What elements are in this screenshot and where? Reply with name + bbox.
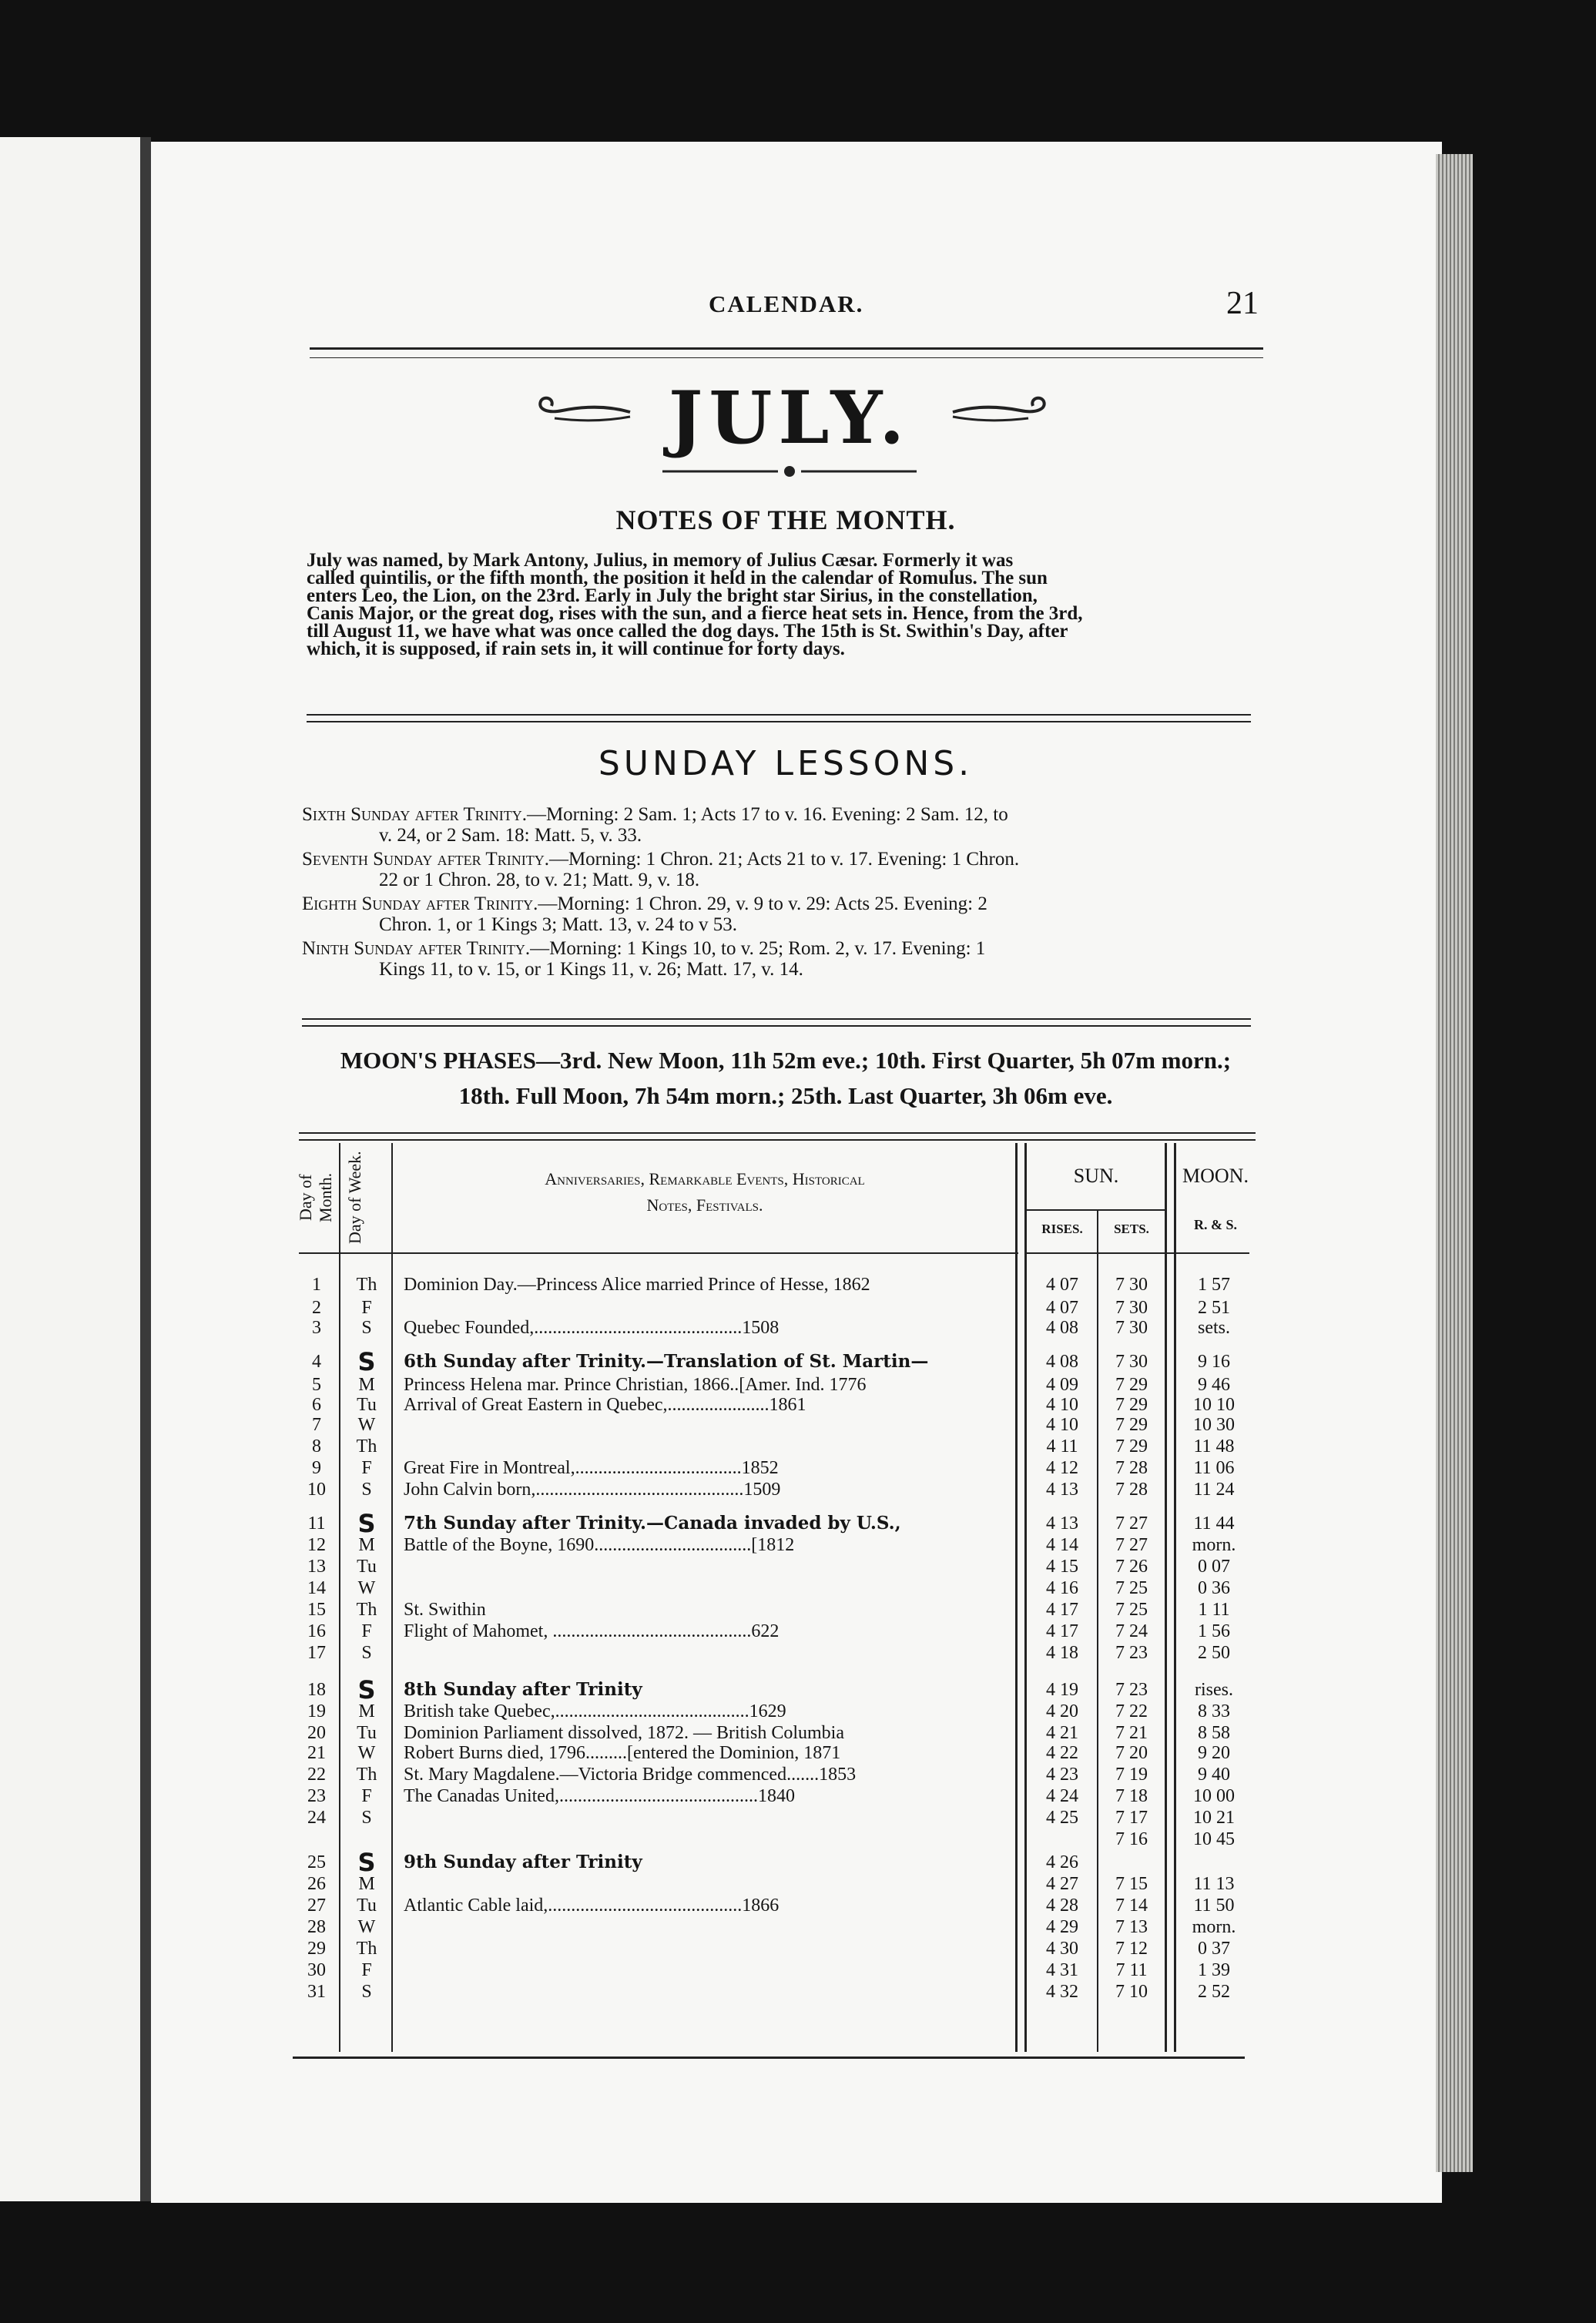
- lesson-entry: [302, 804, 1262, 846]
- day-of-week: Tu: [357, 1557, 377, 1577]
- event-text: 9th Sunday after Trinity: [404, 1852, 642, 1872]
- table-bottom-rule: [293, 2057, 1245, 2059]
- day-number: 17: [307, 1643, 326, 1663]
- sun-rises: 4 09: [1046, 1375, 1078, 1395]
- column-rule: [1015, 1143, 1018, 2052]
- lesson-entry: [302, 938, 1262, 980]
- moon-rise-set: 10 30: [1193, 1415, 1235, 1435]
- day-of-week: Th: [356, 1939, 377, 1959]
- day-of-week: S: [357, 1848, 376, 1877]
- sun-rises: 4 25: [1046, 1808, 1078, 1828]
- day-number: 13: [307, 1557, 326, 1577]
- sun-rises: 4 19: [1046, 1680, 1078, 1700]
- day-of-week: F: [361, 1786, 372, 1806]
- lesson-lead: Seventh Sunday after Trinity.: [302, 849, 549, 870]
- sun-rises: 4 15: [1046, 1557, 1078, 1577]
- lesson-lead: Eighth Sunday after Trinity.: [302, 893, 538, 914]
- lesson-text: —Morning: 1 Chron. 29, v. 9 to v. 29: Acts 25. Evening: 2: [538, 893, 987, 914]
- day-number: 2: [312, 1298, 321, 1318]
- sun-sets: 7 23: [1115, 1680, 1148, 1700]
- day-number: 29: [307, 1939, 326, 1959]
- section-rule: [307, 714, 1251, 716]
- sun-sets: 7 30: [1115, 1298, 1148, 1318]
- day-number: 20: [307, 1723, 326, 1743]
- moon-rise-set: 9 40: [1198, 1765, 1230, 1785]
- moon-rise-set: 11 06: [1193, 1458, 1235, 1478]
- day-of-week: W: [357, 1415, 376, 1435]
- moon-phases-line: MOON'S PHASES—3rd. New Moon, 11h 52m eve.; 10th. First Quarter, 5h 07m morn.;: [340, 1047, 1232, 1074]
- day-number: 18: [307, 1680, 326, 1700]
- sun-rises: 4 10: [1046, 1415, 1078, 1435]
- day-of-week: F: [361, 1458, 372, 1478]
- moon-rise-set: 8 58: [1198, 1723, 1230, 1743]
- sun-sets: 7 25: [1115, 1600, 1148, 1620]
- moon-rise-set: 8 33: [1198, 1701, 1230, 1721]
- sun-rises: 4 08: [1046, 1352, 1078, 1372]
- header-day-of-month: Day of Month.: [296, 1172, 335, 1223]
- event-text: John Calvin born,.............................................1509: [404, 1480, 781, 1500]
- day-number: 12: [307, 1535, 326, 1555]
- day-number: 21: [307, 1743, 326, 1763]
- sun-rises: 4 17: [1046, 1621, 1078, 1641]
- sun-rises: 4 24: [1046, 1786, 1078, 1806]
- header-rises: RISES.: [1041, 1222, 1083, 1236]
- day-number: 15: [307, 1600, 326, 1620]
- event-text: The Canadas United,...........................................1840: [404, 1786, 795, 1806]
- sun-sets: 7 10: [1115, 1982, 1148, 2002]
- day-number: 24: [307, 1808, 326, 1828]
- day-of-week: W: [357, 1578, 376, 1598]
- notes-body: [307, 551, 1262, 658]
- sun-rises: 4 30: [1046, 1939, 1078, 1959]
- lesson-entry: [302, 849, 1262, 890]
- day-number: 5: [312, 1375, 321, 1395]
- header-bottom-rule: [1026, 1252, 1249, 1254]
- day-of-week: Th: [356, 1436, 377, 1456]
- event-text: Dominion Day.—Princess Alice married Prince of Hesse, 1862: [404, 1275, 870, 1295]
- sun-rises: 4 27: [1046, 1874, 1078, 1894]
- event-text: 8th Sunday after Trinity: [404, 1679, 642, 1700]
- sun-rises: 4 08: [1046, 1318, 1078, 1338]
- moon-rise-set: 11 44: [1193, 1513, 1235, 1534]
- page-edges: [1436, 154, 1473, 2172]
- lesson-text: —Morning: 1 Chron. 21; Acts 21 to v. 17. Evening: 1 Chron.: [548, 849, 1020, 870]
- sunday-lessons-heading: SUNDAY LESSONS.: [598, 744, 974, 783]
- moon-rise-set: 2 50: [1198, 1643, 1230, 1663]
- sun-rises: 4 13: [1046, 1513, 1078, 1534]
- event-text: Quebec Founded,.............................................1508: [404, 1318, 780, 1338]
- day-of-week: W: [357, 1917, 376, 1937]
- day-number: 4: [312, 1352, 321, 1372]
- sun-rises: 4 20: [1046, 1701, 1078, 1721]
- day-number: 25: [307, 1852, 326, 1872]
- lesson-text-cont: 22 or 1 Chron. 28, to v. 21; Matt. 9, v. 18.: [379, 870, 700, 890]
- day-of-week: F: [361, 1960, 372, 1980]
- day-number: 31: [307, 1982, 326, 2002]
- header-rule: [310, 347, 1263, 350]
- day-number: 16: [307, 1621, 326, 1641]
- sun-sets: 7 29: [1115, 1436, 1148, 1456]
- day-of-week: F: [361, 1621, 372, 1641]
- sun-rises: 4 07: [1046, 1275, 1078, 1295]
- day-of-week: S: [361, 1808, 372, 1828]
- moon-rise-set: sets.: [1198, 1318, 1230, 1338]
- moon-rise-set: 1 56: [1198, 1621, 1230, 1641]
- sun-sets: 7 24: [1115, 1621, 1148, 1641]
- event-text: Arrival of Great Eastern in Quebec,......................1861: [404, 1395, 806, 1415]
- moon-rise-set: 2 51: [1198, 1298, 1230, 1318]
- notes-line: enters Leo, the Lion, on the 23rd. Early in July the bright star Sirius, in the constellation,: [307, 585, 1038, 606]
- day-number: 28: [307, 1917, 326, 1937]
- event-text: Dominion Parliament dissolved, 1872. — British Columbia: [404, 1723, 844, 1743]
- header-moon-rs: R. & S.: [1193, 1217, 1237, 1232]
- day-of-week: Th: [356, 1765, 377, 1785]
- event-text: St. Swithin: [404, 1600, 486, 1620]
- moon-rise-set: 10 10: [1193, 1395, 1235, 1415]
- sun-rises: 4 11: [1046, 1436, 1078, 1456]
- facing-page: [0, 137, 140, 2201]
- event-text: 7th Sunday after Trinity.—Canada invaded by U.S.,: [404, 1513, 901, 1534]
- column-rule: [1024, 1143, 1027, 2052]
- moon-rise-set: 9 16: [1198, 1352, 1230, 1372]
- table-top-rule: [299, 1132, 1256, 1134]
- sun-sets: 7 17: [1115, 1808, 1148, 1828]
- sun-sets: 7 20: [1115, 1743, 1148, 1763]
- day-number: 19: [307, 1701, 326, 1721]
- sun-rises: 4 22: [1046, 1743, 1078, 1763]
- lesson-text: —Morning: 1 Kings 10, to v. 25; Rom. 2, v. 17. Evening: 1: [530, 938, 986, 959]
- sun-sets: 7 15: [1115, 1874, 1148, 1894]
- lesson-lead: Ninth Sunday after Trinity.: [302, 938, 531, 959]
- section-rule: [302, 1025, 1251, 1027]
- book-gutter: [140, 137, 151, 2201]
- moon-rise-set: 1 57: [1198, 1275, 1230, 1295]
- sun-rises: 4 21: [1046, 1723, 1078, 1743]
- header-rule-thin: [310, 357, 1263, 358]
- moon-rise-set: 10 45: [1193, 1829, 1235, 1849]
- header-bottom-rule: [299, 1252, 1018, 1254]
- lesson-text-cont: v. 24, or 2 Sam. 18: Matt. 5, v. 33.: [379, 825, 642, 846]
- event-text: St. Mary Magdalene.—Victoria Bridge commenced.......1853: [404, 1765, 857, 1785]
- header-events-line: Notes, Festivals.: [646, 1195, 763, 1215]
- day-of-week: S: [361, 1318, 372, 1338]
- moon-rise-set: morn.: [1192, 1917, 1236, 1937]
- table-top-rule: [299, 1139, 1256, 1141]
- moon-rise-set: 0 37: [1198, 1939, 1230, 1959]
- event-text: 6th Sunday after Trinity.—Translation of St. Martin—: [404, 1351, 929, 1372]
- sun-rises: 4 32: [1046, 1982, 1078, 2002]
- notes-line: till August 11, we have what was once called the dog days. The 15th is St. Swithin's Day, after: [307, 621, 1068, 642]
- day-number: 22: [307, 1765, 326, 1785]
- moon-rise-set: 1 39: [1198, 1960, 1230, 1980]
- event-text: Princess Helena mar. Prince Christian, 1866..[Amer. Ind. 1776: [404, 1375, 867, 1395]
- sun-rises: 4 31: [1046, 1960, 1078, 1980]
- page-number: 21: [1226, 286, 1259, 321]
- day-of-week: F: [361, 1298, 372, 1318]
- column-rule: [391, 1143, 393, 2052]
- day-number: 11: [307, 1513, 326, 1534]
- day-number: 14: [307, 1578, 326, 1598]
- day-number: 9: [312, 1458, 321, 1478]
- lesson-text: —Morning: 2 Sam. 1; Acts 17 to v. 16. Evening: 2 Sam. 12, to: [526, 804, 1008, 825]
- moon-rise-set: 10 21: [1193, 1808, 1235, 1828]
- day-of-week: Tu: [357, 1395, 377, 1415]
- moon-rise-set: 1 11: [1198, 1600, 1230, 1620]
- moon-rise-set: rises.: [1195, 1680, 1233, 1700]
- day-number: 3: [312, 1318, 321, 1338]
- day-of-week: M: [358, 1874, 375, 1894]
- day-of-week: Tu: [357, 1896, 377, 1916]
- lesson-lead: Sixth Sunday after Trinity.: [302, 804, 527, 825]
- running-head: CALENDAR.: [709, 290, 864, 317]
- day-number: 7: [312, 1415, 321, 1435]
- sun-rises: 4 07: [1046, 1298, 1078, 1318]
- month-title: JULY.: [668, 376, 911, 461]
- sun-sets: 7 21: [1115, 1723, 1148, 1743]
- day-of-week: M: [358, 1375, 375, 1395]
- day-number: 8: [312, 1436, 321, 1456]
- moon-rise-set: 11 13: [1193, 1874, 1235, 1894]
- sun-sets: 7 29: [1115, 1415, 1148, 1435]
- sun-sets: 7 30: [1115, 1318, 1148, 1338]
- lesson-text-cont: Kings 11, to v. 15, or 1 Kings 11, v. 26; Matt. 17, v. 14.: [379, 959, 803, 980]
- sun-sets: 7 30: [1115, 1275, 1148, 1295]
- sun-rises: 4 10: [1046, 1395, 1078, 1415]
- sun-sets: 7 23: [1115, 1643, 1148, 1663]
- sun-sets: 7 28: [1115, 1458, 1148, 1478]
- moon-phases-line: 18th. Full Moon, 7h 54m morn.; 25th. Last Quarter, 3h 06m eve.: [458, 1082, 1113, 1109]
- day-of-week: S: [357, 1509, 376, 1538]
- right-scroll-ornament: [951, 389, 1059, 435]
- moon-phases: [300, 1043, 1271, 1114]
- sun-rises: 4 23: [1046, 1765, 1078, 1785]
- notes-line: called quintilis, or the fifth month, the position it held in the calendar of Romulus. The sun: [307, 568, 1048, 588]
- header-moon: MOON.: [1182, 1165, 1249, 1187]
- day-number: 1: [312, 1275, 321, 1295]
- sun-sets: 7 19: [1115, 1765, 1148, 1785]
- notes-line: July was named, by Mark Antony, Julius, in memory of Julius Cæsar. Formerly it was: [307, 550, 1014, 571]
- day-number: 26: [307, 1874, 326, 1894]
- day-of-week: Th: [356, 1600, 377, 1620]
- day-of-week: S: [361, 1480, 372, 1500]
- day-of-week: W: [357, 1743, 376, 1763]
- day-of-week: S: [361, 1982, 372, 2002]
- sun-sets: 7 27: [1115, 1513, 1148, 1534]
- day-number: 23: [307, 1786, 326, 1806]
- sun-sets: 7 13: [1115, 1917, 1148, 1937]
- sun-sets: 7 29: [1115, 1395, 1148, 1415]
- sun-sets: 7 30: [1115, 1352, 1148, 1372]
- event-text: Atlantic Cable laid,..........................................1866: [404, 1896, 780, 1916]
- event-text: Battle of the Boyne, 1690..................................[1812: [404, 1535, 795, 1555]
- day-of-week: Tu: [357, 1723, 377, 1743]
- sun-rises: 4 29: [1046, 1917, 1078, 1937]
- sun-sets: 7 16: [1115, 1829, 1148, 1849]
- section-rule: [307, 721, 1251, 722]
- sun-rises: 4 28: [1046, 1896, 1078, 1916]
- sun-sets: 7 28: [1115, 1480, 1148, 1500]
- header-day-of-week: Day of Week.: [345, 1151, 364, 1245]
- header-events: [401, 1169, 1009, 1215]
- moon-rise-set: 11 24: [1193, 1480, 1235, 1500]
- column-rule: [1165, 1143, 1167, 2052]
- moon-rise-set: 0 07: [1198, 1557, 1230, 1577]
- header-events-line: Anniversaries, Remarkable Events, Historical: [545, 1169, 865, 1188]
- day-number: 27: [307, 1896, 326, 1916]
- header-sets: SETS.: [1114, 1222, 1149, 1236]
- sun-sets: 7 14: [1115, 1896, 1148, 1916]
- sun-rises: 4 18: [1046, 1643, 1078, 1663]
- day-of-week: S: [357, 1347, 376, 1376]
- notes-heading: NOTES OF THE MONTH.: [615, 504, 956, 535]
- day-of-week: M: [358, 1701, 375, 1721]
- day-number: 6: [312, 1395, 321, 1415]
- header-sun: SUN.: [1073, 1165, 1119, 1187]
- moon-rise-set: 0 36: [1198, 1578, 1230, 1598]
- sun-rises: 4 16: [1046, 1578, 1078, 1598]
- day-of-week: S: [357, 1675, 376, 1705]
- divider-ornament: [655, 462, 924, 481]
- sun-sets: 7 27: [1115, 1535, 1148, 1555]
- moon-rise-set: 9 46: [1198, 1375, 1230, 1395]
- day-number: 30: [307, 1960, 326, 1980]
- sun-rises: 4 13: [1046, 1480, 1078, 1500]
- sun-sets: 7 11: [1115, 1960, 1148, 1980]
- sun-sets: 7 22: [1115, 1701, 1148, 1721]
- day-of-week: M: [358, 1535, 375, 1555]
- left-scroll-ornament: [531, 389, 632, 435]
- event-text: Flight of Mahomet, ...........................................622: [404, 1621, 780, 1641]
- event-text: Robert Burns died, 1796.........[entered the Dominion, 1871: [404, 1743, 841, 1763]
- day-of-week: Th: [356, 1275, 377, 1295]
- sun-sets: 7 18: [1115, 1786, 1148, 1806]
- sun-rises: 4 26: [1046, 1852, 1078, 1872]
- moon-rise-set: morn.: [1192, 1535, 1236, 1555]
- sun-header-rule: [1026, 1209, 1165, 1211]
- moon-rise-set: 2 52: [1198, 1982, 1230, 2002]
- sun-rises: 4 14: [1046, 1535, 1078, 1555]
- moon-rise-set: 9 20: [1198, 1743, 1230, 1763]
- lesson-entry: [302, 893, 1262, 935]
- moon-rise-set: 11 48: [1193, 1436, 1235, 1456]
- event-text: British take Quebec,..........................................1629: [404, 1701, 786, 1721]
- sun-sets: 7 12: [1115, 1939, 1148, 1959]
- day-of-week: S: [361, 1643, 372, 1663]
- lesson-text-cont: Chron. 1, or 1 Kings 3; Matt. 13, v. 24 to v 53.: [379, 914, 738, 935]
- sun-sets: 7 29: [1115, 1375, 1148, 1395]
- notes-line: which, it is supposed, if rain sets in, it will continue for forty days.: [307, 639, 845, 659]
- section-rule: [302, 1018, 1251, 1020]
- moon-rise-set: 11 50: [1193, 1896, 1235, 1916]
- column-rule: [1174, 1143, 1176, 2052]
- sun-sets: 7 25: [1115, 1578, 1148, 1598]
- event-text: Great Fire in Montreal,....................................1852: [404, 1458, 779, 1478]
- sun-sets: 7 26: [1115, 1557, 1148, 1577]
- sun-rises: 4 17: [1046, 1600, 1078, 1620]
- notes-line: Canis Major, or the great dog, rises with the sun, and a fierce heat sets in. Hence, from the 3rd,: [307, 603, 1083, 624]
- day-number: 10: [307, 1480, 326, 1500]
- sun-rises: 4 12: [1046, 1458, 1078, 1478]
- moon-rise-set: 10 00: [1193, 1786, 1235, 1806]
- column-rule: [339, 1143, 340, 2052]
